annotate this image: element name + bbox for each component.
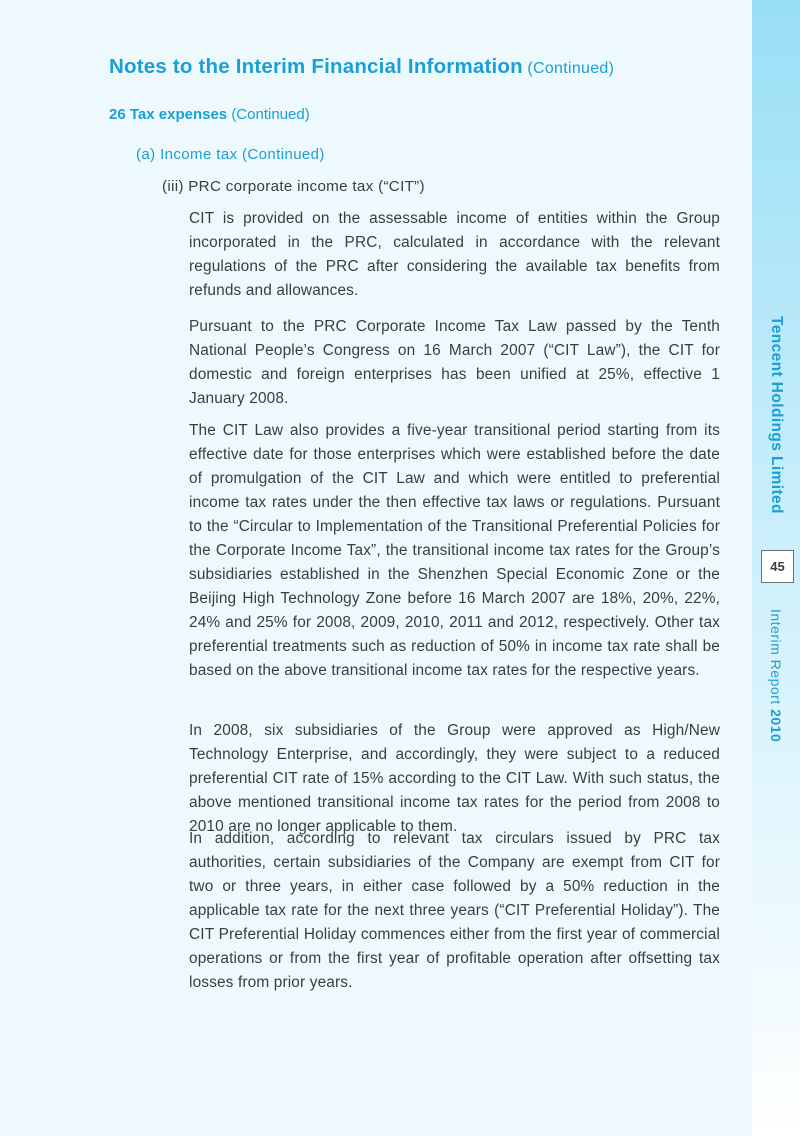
paragraph: CIT is provided on the assessable income of entities within the Group incorporated in the PRC, calculated in accordance with the relevant regulations of the PRC after considering the available tax benefits from refunds and allowances. [189, 210, 720, 299]
page-header [109, 55, 614, 79]
report-year: 2010 [768, 709, 784, 743]
note-number: 26 [109, 106, 126, 123]
note-heading [109, 106, 310, 123]
subsection-heading: (a) Income tax (Continued) [136, 146, 325, 163]
side-tab [752, 0, 800, 1136]
subsubsection-heading: (iii) PRC corporate income tax (“CIT”) [162, 178, 425, 195]
side-company-name: Tencent Holdings Limited [768, 316, 785, 514]
page-number: 45 [761, 550, 794, 583]
paragraph: In addition, according to relevant tax circulars issued by PRC tax authorities, certain subsidiaries of the Company are exempt from CIT for two or three years, in either case followed by a 50% reduction in the applicable tax rate for the next three years (“CIT Preferential Holiday”). The CIT Preferential Holiday commences either from the first year of commercial operations or from the first year of profitable operation after offsetting tax losses from prior years. [189, 830, 720, 991]
paragraph: The CIT Law also provides a five-year transitional period starting from its effective date for those enterprises which were established before the date of promulgation of the CIT Law and which were entitled to preferential income tax rates under the then effective tax laws or regulations. Pursuant to the “Circular to Implementation of the Transitional Preferential Policies for the Corporate Income Tax”, the transitional income tax rates for the Group’s subsidiaries established in the Shenzhen Special Economic Zone or the Beijing High Technology Zone before 16 March 2007 are 18%, 20%, 22%, 24% and 25% for 2008, 2009, 2010, 2011 and 2012, respectively. Other tax preferential treatments such as reduction of 50% in income tax rate shall be based on the above transitional income tax rates for the respective years. [189, 422, 720, 679]
paragraph: Pursuant to the PRC Corporate Income Tax Law passed by the Tenth National People’s Congress on 16 March 2007 (“CIT Law”), the CIT for domestic and foreign enterprises has been unified at 25%, effective 1 January 2008. [189, 318, 720, 407]
note-continued: (Continued) [231, 106, 310, 123]
note-title: Tax expenses [129, 106, 228, 123]
paragraph: In 2008, six subsidiaries of the Group were approved as High/New Technology Enterprise, and accordingly, they were subject to a reduced preferential CIT rate of 15% according to the CIT Law. With such status, the above mentioned transitional income tax rates for the period from 2008 to 2010 are no longer applicable to them. [189, 722, 720, 835]
header-continued: (Continued) [527, 60, 615, 77]
side-report-wrap [752, 596, 800, 756]
report-label-text: Interim Report [768, 609, 784, 706]
header-title: Notes to the Interim Financial Information [109, 55, 523, 78]
side-report-label [768, 609, 784, 742]
side-company-name-wrap [752, 300, 800, 530]
